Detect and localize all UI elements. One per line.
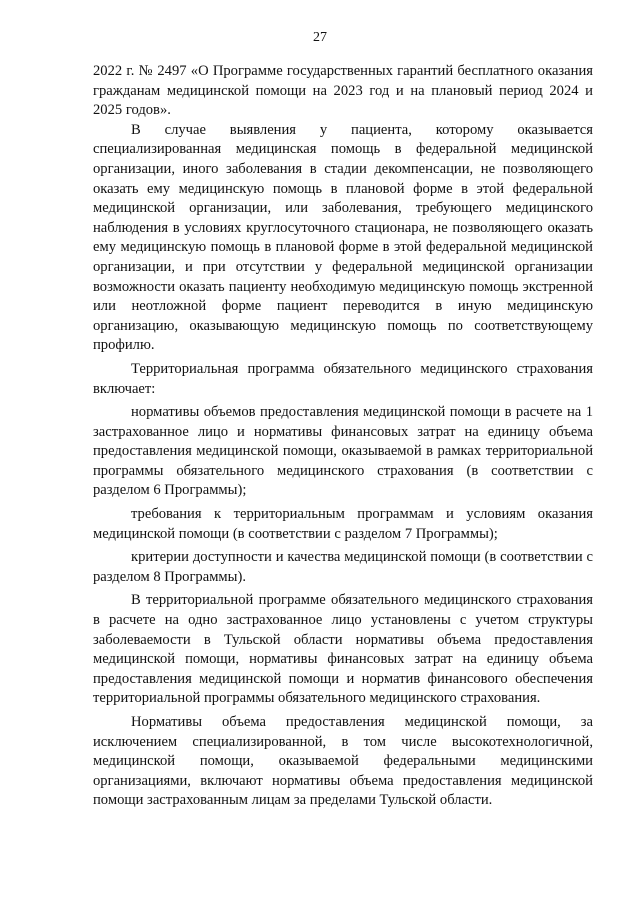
paragraph-7: В территориальной программе обязательного медицинского страхования в расчете на одно застрахованное лицо установлены с учетом структуры заболеваемости в Тульской области нормативы объема предоставления медицинской помощи, нормативы финансовых затрат на единицу объема предоставления медицинской помощи и норматив финансового обеспечения территориальной программы обязательного медицинского страхования.	[93, 592, 593, 707]
paragraph-8: Нормативы объема предоставления медицинской помощи, за исключением специализированной, в том числе высокотехнологичной, медицинской помощи, оказываемой федеральными медицинскими организациями, включают нормативы объема предоставления медицинской помощи застрахованным лицам за пределами Тульской области.	[93, 714, 593, 809]
paragraph-1: 2022 г. № 2497 «О Программе государственных гарантий бесплатного оказания гражданам медицинской помощи на 2023 год и на плановый период 2024 и 2025 годов».	[93, 63, 593, 119]
paragraph-6: критерии доступности и качества медицинской помощи (в соответствии с разделом 8 Программы).	[93, 549, 593, 585]
document-body	[93, 62, 593, 811]
paragraph-3: Территориальная программа обязательного медицинского страхования включает:	[93, 360, 593, 397]
page-number: 27	[313, 30, 327, 45]
paragraph-4: нормативы объемов предоставления медицинской помощи в расчете на 1 застрахованное лицо и нормативы финансовых затрат на единицу объема предоставления медицинской помощи, оказываемой в рамках территориальной программы обязательного медицинского страхования (в соответствии с разделом 6 Программы);	[93, 404, 593, 499]
paragraph-5: требования к территориальным программам и условиям оказания медицинской помощи (в соответствии с разделом 7 Программы);	[93, 506, 593, 542]
paragraph-2: В случае выявления у пациента, которому оказывается специализированная медицинская помощь в федеральной медицинской организации, иного заболевания в стадии декомпенсации, не позволяющего оказать ему медицинскую помощь в плановой форме в этой федеральной медицинской организации, или заболевания, требующего медицинского наблюдения в условиях круглосуточного стационара, не позволяющего оказать ему медицинскую помощь в плановой форме в этой федеральной медицинской организации, и при отсутствии у федеральной медицинской организации возможности оказать пациенту необходимую медицинскую помощь экстренной или неотложной форме пациент переводится в иную медицинскую организацию, оказывающую медицинскую помощь по соответствующему профилю.	[93, 121, 593, 354]
